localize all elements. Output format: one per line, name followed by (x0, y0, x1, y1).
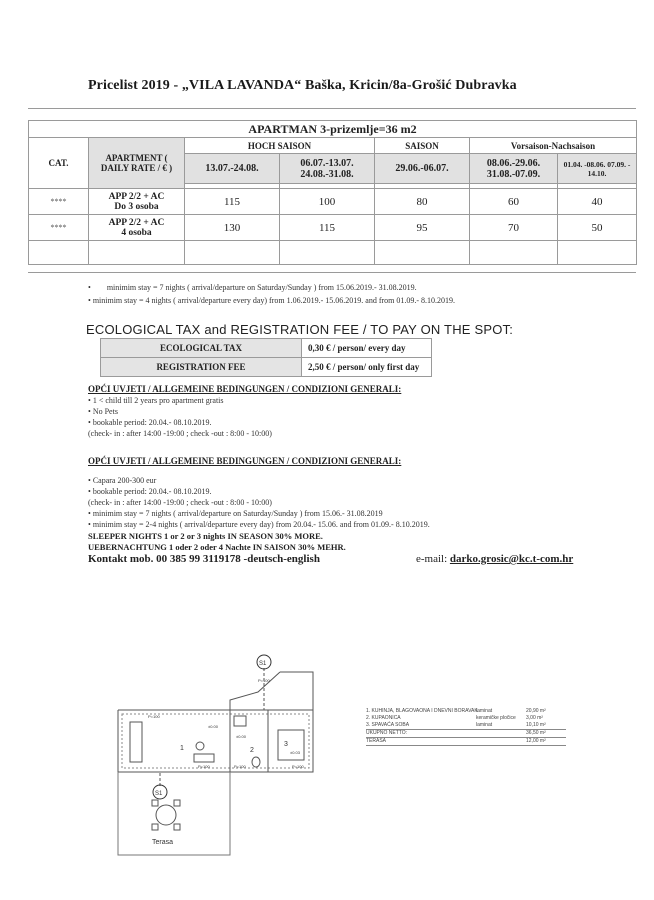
kitchen-counter (130, 722, 142, 762)
email-label: e-mail: (416, 553, 448, 565)
price-cell: 50 (558, 215, 637, 241)
row2-apartment (89, 215, 185, 241)
row2-cat: **** (29, 215, 89, 241)
level-label: ±0.00 (208, 724, 218, 729)
apartment-header: APARTMENT ( DAILY RATE / € ) (89, 138, 185, 189)
bullet-icon: • (88, 520, 93, 529)
conditions-2-line: • bookable period: 20.04.- 08.10.2019. (88, 487, 212, 496)
legend-floor: laminat (476, 708, 493, 714)
row2-apartment-line1: APP 2/2 + AC (108, 217, 165, 228)
room-number-3: 3 (284, 741, 288, 748)
table-bottom-rule (28, 272, 636, 273)
registration-fee-value: 2,50 € / person/ only first day (302, 358, 432, 377)
level-label: ±0.03 (290, 750, 300, 755)
eco-heading: ECOLOGICAL TAX and REGISTRATION FEE / TO PAY ON THE SPOT: (86, 322, 514, 337)
section-marker-top: S1 (259, 661, 267, 667)
price-cell: 80 (375, 189, 470, 215)
period-5: 01.04. -08.06. 07.09. - 14.10. (558, 154, 637, 184)
legend-row (366, 708, 566, 715)
row2-apartment-line2: 4 osoba (121, 227, 152, 238)
price-cell: 115 (280, 215, 375, 241)
conditions-2-line: • Capara 200-300 eur (88, 476, 157, 485)
conditions-1-line: • bookable period: 20.04.- 08.10.2019. (88, 418, 212, 427)
email-link[interactable]: darko.grosic@kc.t-com.hr (449, 553, 574, 565)
terrace-outline (118, 772, 230, 855)
stay-note-2: • minimim stay = 4 nights ( arrival/departure every day) from 1.06.2019.- 15.06.2019. and from 01.09.- 8.10.2019. (88, 296, 456, 305)
bed-icon (278, 730, 304, 760)
period-3: 29.06.-06.07. (375, 154, 470, 184)
apartment-title: APARTMAN 3-prizemlje=36 m2 (29, 121, 637, 138)
row1-apartment-line2: Do 3 osoba (114, 201, 159, 212)
sleeper-nights-en: SLEEPER NIGHTS 1 or 2 or 3 nights IN SEASON 30% MORE. (88, 531, 323, 541)
season-hoch: HOCH SAISON (185, 138, 375, 154)
legend-area: 10,10 m² (526, 722, 546, 728)
legend-area: 3,00 m² (526, 715, 543, 721)
period-4: 08.06.-29.06. 31.08.-07.09. (470, 154, 558, 184)
legend-room: 2. KUPAONICA (366, 715, 401, 721)
terrace-label: Terasa (152, 839, 174, 846)
table-icon (196, 742, 204, 750)
legend-terrace-label: TERASA (366, 738, 387, 744)
shower-icon (234, 716, 246, 726)
parapet-label: P=100 (234, 764, 246, 769)
conditions-2-line: • minimim stay = 2-4 nights ( arrival/departure every day) from 20.04.- 15.06. and from 01.09.- 8.10.2019. (88, 520, 430, 529)
bullet-icon: • (88, 296, 91, 305)
area-legend (366, 708, 566, 746)
outer-wall (118, 672, 313, 772)
bullet-icon: • (88, 476, 93, 485)
period-1: 13.07.-24.08. (185, 154, 280, 184)
price-cell: 60 (470, 189, 558, 215)
legend-total-label: UKUPNO NETTO: (366, 730, 408, 736)
conditions-2-line: (check- in : after 14:00 -19:00 ; check -out : 8:00 - 10:00) (88, 498, 272, 507)
contact-email-row (416, 553, 573, 565)
price-cell: 100 (280, 189, 375, 215)
period-2: 06.07.-13.07. 24.08.-31.08. (280, 154, 375, 184)
legend-total-value: 36,50 m² (526, 730, 546, 736)
room-number-1: 1 (180, 745, 184, 752)
floor-plan (108, 650, 348, 860)
parapet-label: P=100 (148, 714, 160, 719)
row1-apartment (89, 189, 185, 215)
sleeper-nights-de: UEBERNACHTUNG 1 oder 2 oder 4 Nachte IN SAISON 30% MEHR. (88, 542, 346, 552)
price-cell: 40 (558, 189, 637, 215)
legend-row (366, 715, 566, 722)
price-table (28, 120, 637, 265)
toilet-icon (252, 757, 260, 767)
eco-table (100, 338, 432, 377)
parapet-label: P=100 (258, 678, 270, 683)
bullet-icon: • (88, 487, 93, 496)
contact-mobile: Kontakt mob. 00 385 99 3119178 -deutsch-english (88, 553, 320, 565)
legend-room: 1. KUHINJA, BLAGOVAONA I DNEVNI BORAVAK (366, 708, 478, 714)
conditions-2-line: • minimim stay = 7 nights ( arrival/departure on Saturday/Sunday ) from 15.06.- 31.08.2019 (88, 509, 383, 518)
legend-floor: keramičke pločice (476, 715, 516, 721)
level-label: ±0.00 (236, 734, 246, 739)
registration-fee-label: REGISTRATION FEE (101, 358, 302, 377)
legend-area: 20,90 m² (526, 708, 546, 714)
legend-terrace-value: 12,00 m² (526, 738, 546, 744)
eco-tax-value: 0,30 € / person/ every day (302, 339, 432, 358)
section-marker-bottom: S1 (155, 791, 163, 797)
legend-total-row (366, 730, 566, 738)
legend-floor: laminat (476, 722, 493, 728)
legend-row (366, 722, 566, 730)
bullet-icon: • (88, 509, 93, 518)
price-cell: 70 (470, 215, 558, 241)
row1-apartment-line1: APP 2/2 + AC (108, 191, 165, 202)
room-number-2: 2 (250, 747, 254, 754)
season-saison: SAISON (375, 138, 470, 154)
bullet-icon: • (88, 283, 91, 292)
bullet-icon: • (88, 396, 93, 405)
title-rule (28, 108, 636, 109)
conditions-1-line: • No Pets (88, 407, 118, 416)
conditions-1-line: • 1 < child till 2 years pro apartment gratis (88, 396, 224, 405)
outer-wall-top (118, 672, 280, 710)
conditions-1-line: (check- in : after 14:00 -19:00 ; check -out : 8:00 - 10:00) (88, 429, 272, 438)
bullet-icon: • (88, 407, 93, 416)
parapet-label: P=100 (198, 764, 210, 769)
row1-cat: **** (29, 189, 89, 215)
conditions-2-heading: OPĆI UVJETI / ALLGEMEINE BEDINGUNGEN / CONDIZIONI GENERALI: (88, 456, 402, 466)
season-vor: Vorsaison-Nachsaison (470, 138, 637, 154)
conditions-1-heading: OPĆI UVJETI / ALLGEMEINE BEDINGUNGEN / CONDIZIONI GENERALI: (88, 384, 402, 394)
parapet-label: P=100 (292, 764, 304, 769)
legend-terrace-row (366, 738, 566, 746)
cat-header: CAT. (29, 138, 89, 189)
document-title: Pricelist 2019 - „VILA LAVANDA“ Baška, Kricin/8a-Grošić Dubravka (88, 78, 517, 93)
price-cell: 115 (185, 189, 280, 215)
legend-room: 3. SPAVAĆA SOBA (366, 722, 410, 728)
price-cell: 95 (375, 215, 470, 241)
sofa-icon (194, 754, 214, 762)
terrace-table-icon (156, 805, 176, 825)
price-cell: 130 (185, 215, 280, 241)
eco-tax-label: ECOLOGICAL TAX (101, 339, 302, 358)
stay-note-1: • minimim stay = 7 nights ( arrival/departure on Saturday/Sunday ) from 15.06.2019.- 31.08.2019. (88, 283, 417, 292)
bullet-icon: • (88, 418, 93, 427)
